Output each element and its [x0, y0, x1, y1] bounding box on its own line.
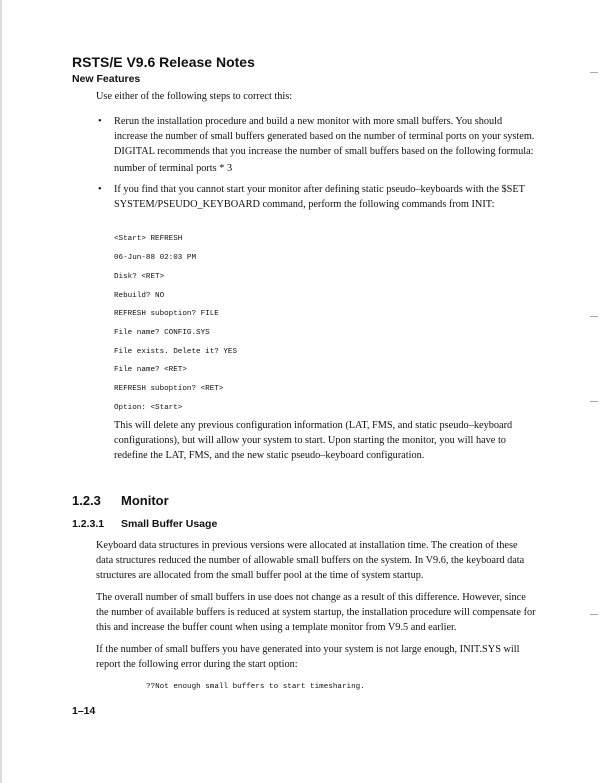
bullet-1-line: Rerun the installation procedure and build a new monitor with more small buffers. You should	[114, 116, 503, 127]
margin-mark	[590, 401, 598, 402]
code-line: <Start> REFRESH	[114, 235, 183, 243]
document-title: RSTS/E V9.6 Release Notes	[72, 54, 255, 70]
code-line: File name? CONFIG.SYS	[114, 329, 210, 337]
code-line: REFRESH suboption? <RET>	[114, 385, 224, 393]
margin-mark	[590, 316, 598, 317]
bullet-2-line: SYSTEM/PSEUDO_KEYBOARD command, perform the following commands from INIT:	[114, 199, 495, 210]
error-message: ??Not enough small buffers to start timesharing.	[146, 683, 365, 691]
paragraph-line: data structures reduced the number of allowable small buffers on the system. In V9.6, the keyboard data	[96, 555, 525, 566]
code-line: File exists. Delete it? YES	[114, 348, 238, 356]
bullet-glyph: •	[98, 116, 102, 127]
bullet-glyph: •	[98, 184, 102, 195]
code-line: Option: <Start>	[114, 404, 183, 412]
code-line: Disk? <RET>	[114, 273, 165, 281]
code-line: REFRESH suboption? FILE	[114, 310, 219, 318]
intro-text: Use either of the following steps to correct this:	[96, 91, 293, 102]
paragraph-line: The overall number of small buffers in use does not change as a result of this difference. However, since	[96, 592, 526, 603]
section-number: 1.2.3	[72, 493, 101, 508]
formula: number of terminal ports * 3	[114, 163, 233, 174]
subsection-title: Small Buffer Usage	[121, 518, 218, 530]
paragraph-line: If the number of small buffers you have generated into your system is not large enough, INIT.SYS will	[96, 644, 520, 655]
bullet-1-line: DIGITAL recommends that you increase the number of small buffers based on the following formula:	[114, 146, 534, 157]
after-code-line: This will delete any previous configuration information (LAT, FMS, and static pseudo–keyboard	[114, 420, 513, 431]
paragraph-line: structures are allocated from the small buffer pool at the time of system startup.	[96, 570, 424, 581]
scan-edge	[0, 0, 2, 783]
paragraph-line: Keyboard data structures in previous versions were allocated at installation time. The creation of these	[96, 540, 518, 551]
document-subtitle: New Features	[72, 73, 141, 85]
code-line: File name? <RET>	[114, 366, 187, 374]
paragraph-line: report the following error during the start option:	[96, 659, 298, 670]
page-number: 1–14	[72, 705, 96, 717]
bullet-1-line: increase the number of small buffers generated based on the number of terminal ports on your system.	[114, 131, 535, 142]
code-line: 06-Jun-88 02:03 PM	[114, 254, 197, 262]
margin-mark	[590, 72, 598, 73]
after-code-line: configurations), but will allow your system to start. Upon starting the monitor, you will have to	[114, 435, 506, 446]
after-code-line: redefine the LAT, FMS, and the new static pseudo–keyboard configuration.	[114, 450, 425, 461]
section-title: Monitor	[121, 493, 169, 508]
code-line: Rebuild? NO	[114, 292, 165, 300]
bullet-2-line: If you find that you cannot start your monitor after defining static pseudo–keyboards with the $SET	[114, 184, 525, 195]
subsection-number: 1.2.3.1	[72, 518, 105, 530]
margin-mark	[590, 614, 598, 615]
paragraph-line: this and increase the buffer count when using a template monitor from V9.5 and earlier.	[96, 622, 457, 633]
paragraph-line: the number of available buffers is reduced at system startup, the installation procedure will compensate for	[96, 607, 536, 618]
